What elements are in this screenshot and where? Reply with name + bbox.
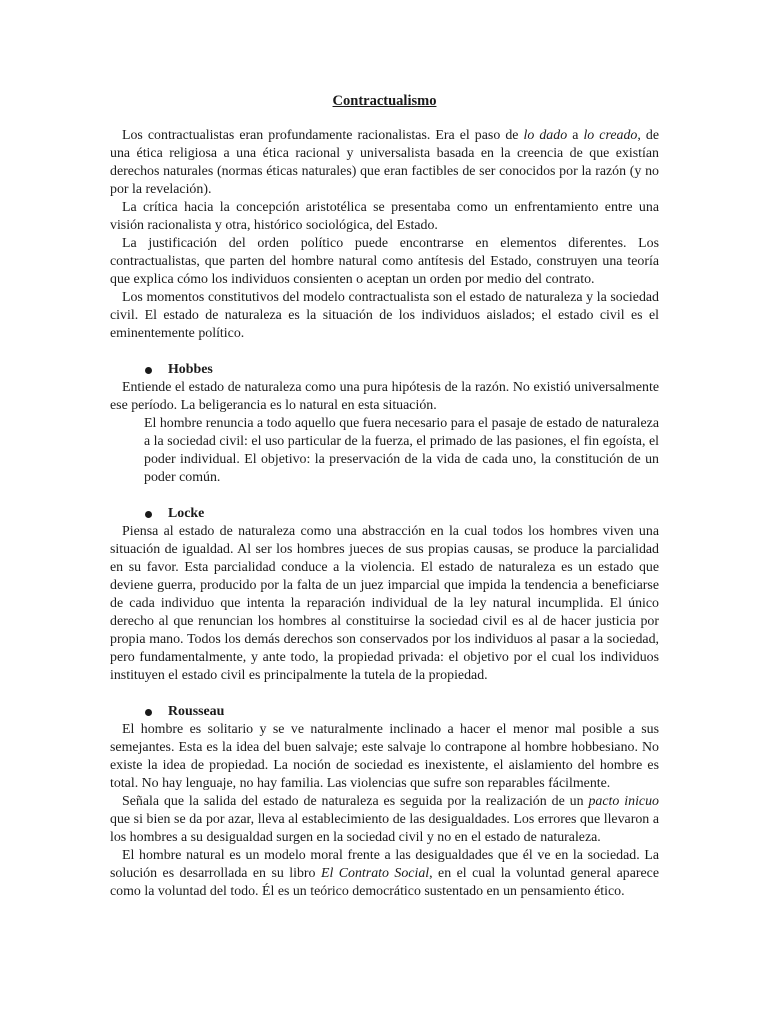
- rousseau-paragraph-3: [110, 847, 659, 901]
- text-run: Señala que la salida del estado de naturaleza es seguida por la realización de un: [122, 794, 589, 809]
- italic-term: El Contrato Social: [320, 866, 430, 881]
- page-title: Contractualismo: [332, 93, 437, 109]
- rousseau-paragraph-2: [110, 793, 659, 847]
- section-rousseau: [110, 703, 659, 901]
- intro-paragraph-2: La crítica hacia la concepción aristotélica se presentaba como un enfrentamiento entre una visión racionalista y otra, histórico sociológica, del Estado.: [110, 200, 659, 233]
- locke-paragraph-1: Piensa al estado de naturaleza como una abstracción en la cual todos los hombres viven una situación de igualdad. Al ser los hombres jueces de sus propias causas, se produce la parcialidad en su favor. Esta parcialidad conduce a la violencia. El estado de naturaleza es un estado que deviene guerra, producido por la falta de un juez imparcial que impida la tendencia a beneficiarse de cada individuo que intenta la reparación individual de la ley natural incumplida. El único derecho al que renuncian los hombres al constituirse la sociedad civil es al de hacer justicia por propia mano. Todos los demás derechos son conservados por los individuos al pasar a la sociedad, pero fundamentalmente, y ante todo, la propiedad privada: el objetivo por el cual los individuos instituyen el estado civil es principalmente la tutela de la propiedad.: [110, 524, 659, 683]
- rousseau-paragraph-1: El hombre es solitario y se ve naturalmente inclinado a hacer el menor mal posible a sus semejantes. Esta es la idea del buen salvaje; este salvaje lo contrapone al hombre hobbesiano. No existe la idea de propiedad. La noción de sociedad es inexistente, el aislamiento del hombre es total. No hay lenguaje, no hay familia. Las violencias que sufre son reparables fácilmente.: [110, 722, 659, 791]
- section-heading: [110, 703, 659, 721]
- text-run: , de una ética religiosa a una ética racional y universalista basada en la creencia de que existían derechos naturales (normas éticas naturales) que eran factibles de ser conocidos por la razón (y no por la revelación).: [110, 128, 659, 197]
- section-heading: [110, 505, 659, 523]
- hobbes-paragraph-1: Entiende el estado de naturaleza como una pura hipótesis de la razón. No existió universalmente ese período. La beligerancia es lo natural en esta situación.: [110, 380, 659, 413]
- bullet-icon: [145, 709, 152, 716]
- intro-paragraph-1: [110, 127, 659, 199]
- text-run: Los contractualistas eran profundamente racionalistas. Era el paso de: [122, 128, 524, 143]
- text-run: que si bien se da por azar, lleva al establecimiento de las desigualdades. Los errores que llevaron a los hombres a su desigualdad surgen en la sociedad civil y no en el estado de naturaleza.: [110, 812, 659, 845]
- document-body: [110, 92, 659, 901]
- italic-term: pacto inicuo: [588, 794, 659, 809]
- bullet-icon: [145, 367, 152, 374]
- section-heading: [110, 361, 659, 379]
- section-title-hobbes: Hobbes: [168, 362, 213, 377]
- intro-paragraph-3: La justificación del orden político puede encontrarse en elementos diferentes. Los contractualistas, que parten del hombre natural como antítesis del Estado, construyen una teoría que explica cómo los individuos consienten o aceptan un orden por medio del contrato.: [110, 236, 659, 287]
- bullet-icon: [145, 511, 152, 518]
- section-title-locke: Locke: [168, 506, 205, 521]
- section-title-rousseau: Rousseau: [168, 704, 225, 719]
- section-hobbes: [110, 361, 659, 487]
- text-run: , en el cual la voluntad general aparece como la voluntad del todo. Él es un teórico democrático sustentado en un pensamiento ético.: [110, 866, 659, 899]
- section-locke: [110, 505, 659, 685]
- intro-paragraph-4: Los momentos constitutivos del modelo contractualista son el estado de naturaleza y la sociedad civil. El estado de naturaleza es la situación de los individuos aislados; el estado civil es el eminentemente político.: [110, 290, 659, 341]
- text-run: El hombre natural es un modelo moral frente a las desigualdades que él ve en la sociedad. La solución es desarrollada en su libro: [110, 848, 659, 881]
- italic-term: lo dado: [523, 128, 568, 143]
- text-run: a: [567, 128, 584, 143]
- italic-term: lo creado: [583, 128, 638, 143]
- hobbes-paragraph-2: El hombre renuncia a todo aquello que fuera necesario para el pasaje de estado de naturaleza a la sociedad civil: el uso particular de la fuerza, el primado de las pasiones, el fin egoísta, el poder individual. El objetivo: la preservación de la vida de cada uno, la constitución de un poder común.: [144, 416, 659, 485]
